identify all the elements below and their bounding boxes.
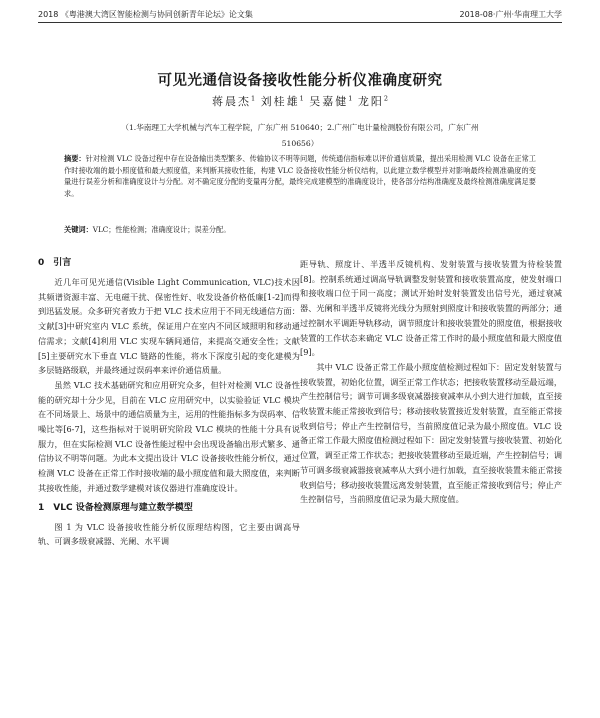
author-affil-mark: 1 [299, 94, 304, 103]
author-affil-mark: 1 [250, 94, 256, 103]
keywords-label: 关键词： [64, 225, 93, 234]
running-header-left: 2018 《粤港澳大湾区智能检测与协同创新青年论坛》论文集 [38, 10, 253, 19]
section-heading-intro: 0 引言 [38, 258, 72, 268]
author-name: 刘桂雄 [260, 95, 300, 108]
affiliations [52, 120, 548, 152]
keywords-text: VLC；性能检测；准确度设计；误差分配。 [92, 225, 231, 234]
affiliation-line: （1.华南理工大学机械与汽车工程学院，广东广州 510640；2.广州广电计量检测股份有限公司，广东广州 [121, 123, 479, 132]
author-name: 龙阳 [357, 95, 384, 108]
running-header-right: 2018-08·广州·华南理工大学 [459, 10, 562, 19]
author-list [0, 93, 600, 109]
abstract-text: 针对检测 VLC 设备过程中存在设备输出类型繁多、传输协议不明等问题，传统通信指标难以评价通信质量，提出采用检测 VLC 设备在正常工作时接收端的最小照度值和最大照度值，来判断其接收性能，构建 VLC 设备接收性能分析仪结构，以此建立数学模型并对影响最终检测准确度的变量进行误差分析和准确度设计与分配。对不确定度分配的变量再分配，最终完成建模型的准确度设计，使各部分结构准确度及最终检测准确度满足要求。 [64, 154, 536, 198]
abstract [64, 153, 536, 199]
paragraph: 距导轨、照度计、半透半反镜机构、发射装置与接收装置为待检装置[8]。控制系统通过调高导轨调整发射装置和接收装置高度，使发射端口和接收端口位于同一高度；测试开始时发射装置发出信号光，通过衰减器、光阑和半透半反镜将光线分为照射到照度计和接收装置的两部分；通过控制水平调距导轨移动，调节照度计和接收装置处的照度值，根据接收装置的工作状态来确定 VLC 设备正常工作时的最小照度值和最大照度值[9]。 [300, 259, 563, 358]
left-column [38, 256, 300, 549]
running-header [38, 6, 562, 23]
paragraph: 虽然 VLC 技术基础研究和应用研究众多，但针对检测 VLC 设备性能的研究却十分少见，目前在 VLC 应用研究中，以实验验证 VLC 模块在不同场景上、场景中的通信质量为主，运用的性能指标多为误码率、信噪比等[6-7]，这些指标对于说明研究阶段 VLC 模块的性能十分具有说服力，但在实际检测 VLC 设备性能过程中会出现设备输出形式繁多、通信协议不明等问题。为此本文提出设计 VLC 设备接收性能分析仪，通过检测 VLC 设备在正常工作时接收端的最小照度值和最大照度值，来判断其接收性能，并通过数学建模对该仪器进行准确度设计。 [38, 379, 301, 493]
paper-title: 可见光通信设备接收性能分析仪准确度研究 [157, 73, 443, 89]
paragraph: 其中 VLC 设备正常工作最小照度值检测过程如下：固定发射装置与接收装置，初始化位置，调至正常工作状态；把接收装置移动至最远端，产生控制信号；调节可调多级衰减器接衰减率从小到大进行加载，直至接收装置未能正常接收到信号；移动接收装置接近发射装置，直至能正常接收到信号；停止产生控制信号，当前照度值记录为最小照度值。VLC 设备正常工作最大照度值检测过程如下：固定发射装置与接收装置、初始化位置，调至正常工作状态；把接收装置移动至最近端，产生控制信号；调节可调多级衰减器接衰减率从大到小进行加载，直至接收装置未能正常接收到信号；移动接收装置远离发射装置，直至能正常接收到信号；停止产生控制信号，当前照度值记录为最大照度值。 [300, 361, 563, 505]
section-heading-1: 1 VLC 设备检测原理与建立数学模型 [38, 502, 193, 513]
author-affil-mark: 1 [348, 94, 353, 103]
paragraph: 图 1 为 VLC 设备接收性能分析仪原理结构图，它主要由调高导轨、可调多级衰减器、光阑、水平调 [38, 521, 300, 547]
right-column [300, 257, 562, 507]
keywords [64, 225, 536, 235]
abstract-label: 摘要： [64, 154, 86, 163]
author-name: 吴嘉健 [309, 95, 349, 108]
author-affil-mark: 2 [383, 94, 389, 103]
affiliation-line: 510656） [281, 139, 319, 148]
author-name: 蒋晨杰 [211, 95, 251, 108]
paragraph: 近几年可见光通信(Visible Light Communication, VLC)技术因其频谱资源丰富、无电磁干扰、保密性好、收发设备价格低廉[1-2]而得到迅猛发展。众多研究者致力于把 VLC 技术应用于不同无线通信方面：文献[3]中研究室内 VLC 系统，保证用户在室内不同区域照明和移动通信需求；文献[4]利用 VLC 实现车辆间通信，来提高交通安全性；文献[5]主要研究水下垂直 VLC 链路的性能，将水下深度引起的变化建模为多层链路级联，并最终通过误码率来评价通信质量。 [38, 277, 300, 376]
